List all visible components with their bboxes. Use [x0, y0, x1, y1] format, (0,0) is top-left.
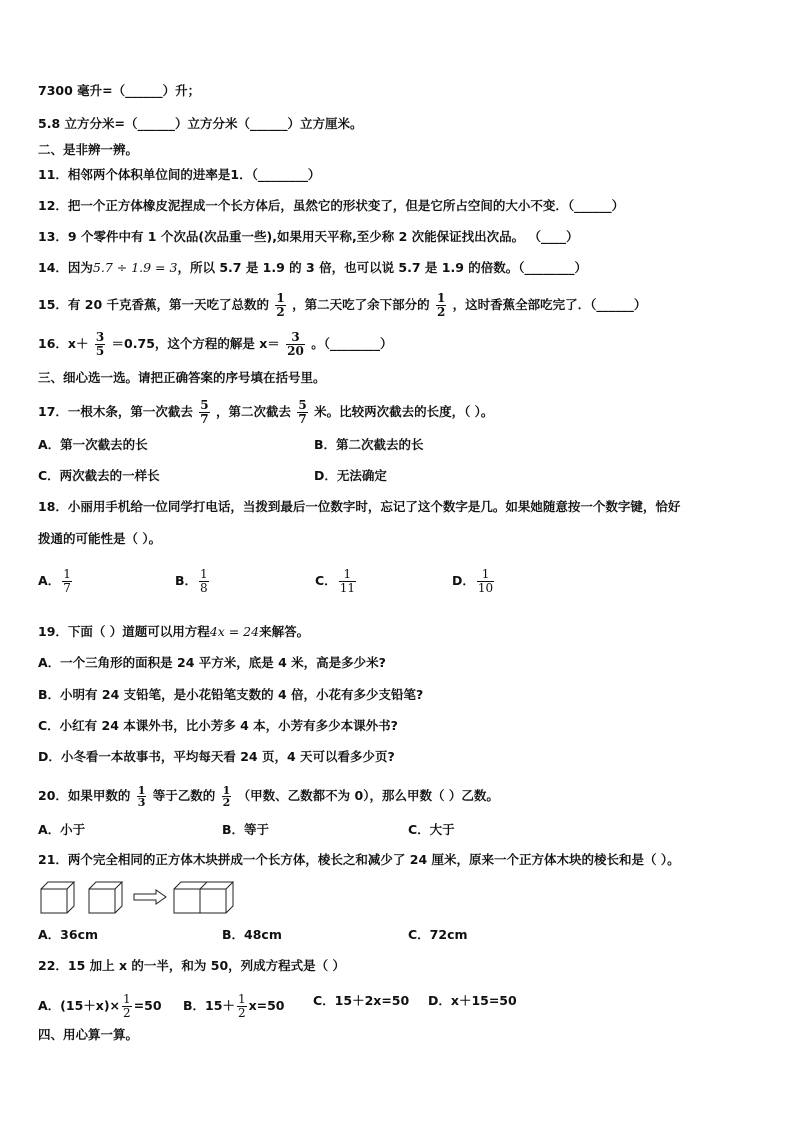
question-15: 15．有 20 千克香蕉，第一天吃了总数的 $\frac{1}{2}$ ，第二天吃了余下部分的 $\frac{1}{2}$ ，这时香蕉全部吃完了．（______） — [38, 291, 647, 319]
q22-option-c[interactable]: C．15＋2x=50 — [313, 993, 410, 1008]
q17-option-a[interactable]: A．第一次截去的长 — [38, 437, 148, 452]
section-heading-2: 二、是非辨一辨。 — [38, 142, 139, 157]
cube-icon — [89, 882, 122, 913]
question-13: 13．9 个零件中有 1 个次品(次品重一些),如果用天平称,至少称 2 次能保证找出次品。 （____） — [38, 229, 579, 244]
cube-icon — [41, 882, 74, 913]
q19-option-c[interactable]: C．小红有 24 本课外书，比小芳多 4 本，小芳有多少本课外书? — [38, 718, 398, 733]
question-17: 17．一根木条，第一次截去 $\frac{5}{7}$ ，第二次截去 $\frac{5}{7}$ 米。比较两次截去的长度，（ ）。 — [38, 398, 494, 426]
q18-option-c[interactable]: C． $\frac{1}{11}$ — [315, 567, 355, 595]
q18-option-a[interactable]: A． $\frac{1}{7}$ — [38, 567, 71, 595]
q17-option-c[interactable]: C．两次截去的一样长 — [38, 468, 160, 483]
q19-option-d[interactable]: D．小冬看一本故事书，平均每天看 24 页，4 天可以看多少页? — [38, 749, 395, 764]
fraction-one-seventh: $\frac{1}{7}$ — [63, 567, 71, 595]
fraction-three-fifths: $\frac{3}{5}$ — [95, 330, 105, 358]
q19-option-b[interactable]: B．小明有 24 支铅笔，是小花铅笔支数的 4 倍，小花有多少支铅笔? — [38, 687, 424, 702]
q22-option-a[interactable]: A．(15＋x)× $\frac{1}{2}$ =50 — [38, 992, 162, 1020]
fraction-half: $\frac{1}{2}$ — [123, 992, 131, 1020]
section-heading-4: 四、用心算一算。 — [38, 1027, 139, 1042]
fraction-one-eleventh: $\frac{1}{11}$ — [339, 567, 355, 595]
question-20: 20．如果甲数的 $\frac{1}{3}$ 等于乙数的 $\frac{1}{2}$ （甲数、乙数都不为 0），那么甲数（ ）乙数。 — [38, 784, 499, 809]
arrow-icon — [134, 890, 166, 904]
q17-option-b[interactable]: B．第二次截去的长 — [314, 437, 424, 452]
question-line-7300: 7300 毫升=（______）升； — [38, 83, 201, 98]
q20-option-c[interactable]: C．大于 — [408, 822, 455, 837]
section-heading-3: 三、细心选一选。请把正确答案的序号填在括号里。 — [38, 370, 326, 385]
question-18-line1: 18．小丽用手机给一位同学打电话，当拨到最后一位数字时，忘记了这个数字是几。如果她随意按一个数字键，恰好 — [38, 499, 681, 514]
question-12: 12．把一个正方体橡皮泥捏成一个长方体后，虽然它的形状变了，但是它所占空间的大小不变．（______） — [38, 198, 625, 213]
q20-option-a[interactable]: A．小于 — [38, 822, 86, 837]
fraction-three-twentieths: $\frac{3}{20}$ — [287, 330, 304, 358]
q22-option-d[interactable]: D．x＋15=50 — [428, 993, 517, 1008]
fraction-half: $\frac{1}{2}$ — [237, 992, 246, 1020]
fraction-five-sevenths: $\frac{5}{7}$ — [200, 398, 209, 426]
question-18-line2: 拨通的可能性是（ ）。 — [38, 531, 162, 546]
q22-option-b[interactable]: B．15＋ $\frac{1}{2}$ x=50 — [183, 992, 285, 1020]
question-22: 22．15 加上 x 的一半，和为 50，列成方程式是（ ） — [38, 958, 346, 973]
q18-option-d[interactable]: D． $\frac{1}{10}$ — [452, 567, 494, 595]
q21-option-b[interactable]: B．48cm — [222, 927, 282, 942]
question-line-5-8: 5.8 立方分米=（______）立方分米（______）立方厘米。 — [38, 116, 363, 131]
question-19: 19．下面（ ）道题可以用方程4x = 24来解答。 — [38, 624, 310, 639]
question-11: 11．相邻两个体积单位间的进率是1．（________） — [38, 167, 321, 182]
question-14: 14．因为5.7 ÷ 1.9 = 3，所以 5.7 是 1.9 的 3 倍，也可以说 5.7 是 1.9 的倍数。（________） — [38, 260, 588, 275]
q20-option-b[interactable]: B．等于 — [222, 822, 270, 837]
cuboid-icon — [174, 882, 233, 913]
q17-option-d[interactable]: D．无法确定 — [314, 468, 387, 483]
fraction-one-eighth: $\frac{1}{8}$ — [200, 567, 208, 595]
fraction-half: $\frac{1}{2}$ — [436, 291, 446, 319]
question-16: 16．x＋ $\frac{3}{5}$ ＝0.75，这个方程的解是 x＝ $\frac{3}{20}$ 。（________） — [38, 330, 393, 358]
fraction-half: $\frac{1}{2}$ — [222, 784, 231, 809]
fraction-one-tenth: $\frac{1}{10}$ — [477, 567, 494, 595]
fraction-one-third: $\frac{1}{3}$ — [137, 784, 146, 809]
q21-option-c[interactable]: C．72cm — [408, 927, 468, 942]
fraction-five-sevenths: $\frac{5}{7}$ — [298, 398, 307, 426]
q18-option-b[interactable]: B． $\frac{1}{8}$ — [175, 567, 208, 595]
q21-option-a[interactable]: A．36cm — [38, 927, 99, 942]
question-21: 21．两个完全相同的正方体木块拼成一个长方体，棱长之和减少了 24 厘米，原来一个正方体木块的棱长和是（ ）。 — [38, 852, 680, 867]
fraction-half: $\frac{1}{2}$ — [276, 291, 285, 319]
cubes-figure — [38, 880, 258, 916]
q19-option-a[interactable]: A．一个三角形的面积是 24 平方米，底是 4 米，高是多少米? — [38, 655, 386, 670]
